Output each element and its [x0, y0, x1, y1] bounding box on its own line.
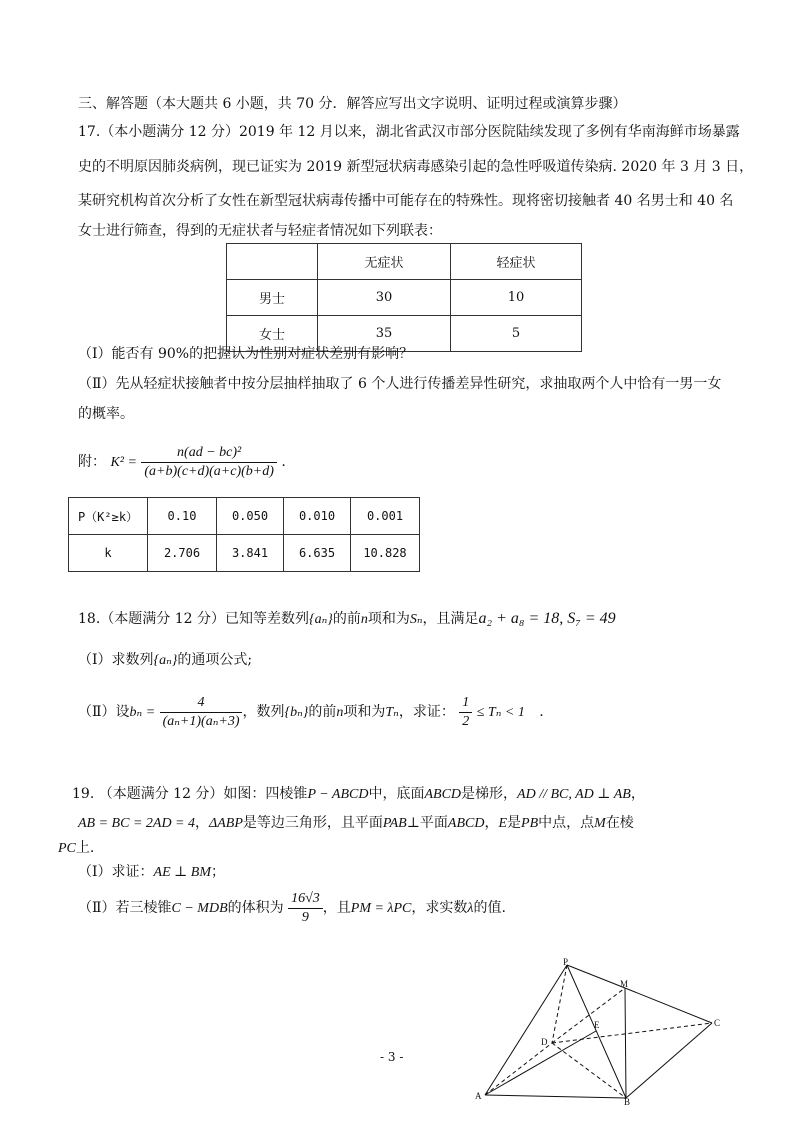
q19-text: 中，底面 — [368, 786, 425, 802]
q18-text: （Ⅰ）求数列 — [78, 652, 154, 668]
q18-text: 项和为 — [367, 611, 410, 627]
q19-math: AB = BC = 2AD = 4 — [78, 816, 195, 831]
q18-text: 项和为 — [343, 704, 386, 720]
table-cell: 5 — [451, 316, 582, 352]
q18-text: 18.（本题满分 12 分）已知等差数列 — [78, 611, 309, 627]
q18-sum: Sₙ — [409, 612, 423, 627]
label-A: A — [475, 1091, 482, 1101]
q19-text: 的体积为 — [227, 900, 284, 916]
edge-DB — [552, 1043, 626, 1098]
q19-text: 是梯形， — [461, 786, 518, 802]
table-cell: 30 — [318, 280, 451, 316]
q19-math: AE ⊥ BM — [153, 865, 212, 880]
q18-sequence: {aₙ} — [153, 653, 178, 668]
table-cell: 0.010 — [284, 498, 351, 535]
appendix-label: 附： — [78, 454, 106, 470]
q19-part1 — [78, 862, 225, 883]
table-cell: 2.706 — [148, 535, 217, 572]
table-cell: 女士 — [227, 316, 318, 352]
label-D: D — [541, 1037, 548, 1047]
q17-part1: （Ⅰ）能否有 90%的把握认为性别对症状差别有影响？ — [78, 346, 414, 362]
table-cell: 0.001 — [351, 498, 420, 535]
q19-math: E — [498, 816, 508, 831]
table-cell: 0.050 — [217, 498, 284, 535]
label-P: P — [563, 957, 569, 967]
q19-line1 — [72, 784, 645, 805]
q19-numerator: 16√3 — [288, 890, 323, 909]
q19-text: ， — [630, 786, 645, 802]
q18-half — [459, 694, 472, 731]
edge-BC — [626, 1023, 712, 1098]
table-cell: 0.10 — [148, 498, 217, 535]
q19-text: 的值. — [473, 900, 506, 916]
q17-line4: 女士进行筛查，得到的无症状者与轻症者情况如下列联表： — [78, 223, 442, 239]
q19-text: 上. — [75, 840, 95, 856]
q19-text: ，且 — [322, 900, 351, 916]
q19-text: （Ⅱ）若三棱锥 — [78, 900, 172, 916]
q18-bn: bₙ = — [129, 705, 156, 720]
table-cell: 10.828 — [351, 535, 420, 572]
q19-line2 — [78, 813, 634, 834]
q17-line2: 史的不明原因肺炎病例，现已证实为 2019 新型冠状病毒感染引起的急性呼吸道传染病. 2020 年 3 月 3 日， — [78, 159, 754, 175]
q18-text: . — [539, 704, 544, 720]
edge-AD — [485, 1043, 552, 1095]
q18-half-denominator: 2 — [462, 713, 470, 729]
pyramid-figure — [470, 955, 730, 1105]
q18-numerator: 4 — [160, 694, 243, 713]
q18-fraction — [160, 694, 243, 731]
edge-AB — [485, 1095, 626, 1098]
table-cell: k — [69, 535, 148, 572]
q19-math: PM = λPC — [350, 901, 412, 916]
table-row — [227, 244, 582, 280]
table-cell: 6.635 — [284, 535, 351, 572]
q18-text: ，且满足 — [422, 611, 479, 627]
q19-text: 在棱 — [605, 815, 634, 831]
q19-text: ⊥平面 — [406, 815, 448, 831]
table-row — [69, 535, 420, 572]
q19-part2 — [78, 886, 506, 931]
table-cell: P（K²≥k） — [69, 498, 148, 535]
q19-math: PAB — [382, 816, 407, 831]
q17-part2-line1: （Ⅱ）先从轻症状接触者中按分层抽样抽取了 6 个人进行传播差异性研究，求抽取两个人中恰有一男一女 — [78, 376, 722, 392]
critical-value-table — [68, 497, 420, 572]
q19-text: ，求实数 — [411, 900, 468, 916]
q18-text: （Ⅱ）设 — [78, 704, 130, 720]
q18-part1 — [78, 650, 252, 671]
q19-math: C − MDB — [171, 901, 228, 916]
table-header: 轻症状 — [451, 244, 582, 280]
formula-numerator: n(ad − bc)² — [141, 444, 277, 463]
q19-denominator: 9 — [301, 909, 309, 925]
q19-math: PB — [521, 816, 539, 831]
q19-math: λ — [467, 901, 474, 916]
q18-line1 — [78, 609, 616, 630]
q19-math: P − ABCD — [307, 787, 369, 802]
q18-sequence: {aₙ} — [308, 612, 333, 627]
q19-math: ABCD — [447, 816, 485, 831]
label-C: C — [714, 1018, 721, 1028]
q19-line3 — [58, 838, 94, 859]
edge-DC — [552, 1023, 712, 1043]
q17-part2-line2: 的概率。 — [78, 406, 134, 422]
q19-text: 19. （本题满分 12 分）如图：四棱锥 — [72, 786, 308, 802]
q19-text: ； — [211, 864, 226, 880]
q18-text: 的通项公式; — [177, 652, 253, 668]
q19-math: AD // BC, AD ⊥ AB — [517, 787, 631, 802]
formula-lhs: K² = — [110, 455, 137, 470]
q18-n: n — [360, 612, 368, 627]
q17-line3: 某研究机构首次分析了女性在新型冠状病毒传播中可能存在的特殊性。现将密切接触者 40 名男士和 40 名 — [78, 193, 734, 209]
label-B: B — [624, 1097, 631, 1105]
q19-text: ， — [195, 815, 209, 831]
q19-math: M — [594, 816, 606, 831]
q18-text: ，数列 — [242, 704, 285, 720]
section-header: 三、解答题（本大题共 6 小题，共 70 分．解答应写出文字说明、证明过程或演算步骤） — [78, 96, 627, 112]
q18-text: 的前 — [308, 704, 337, 720]
q18-tn: Tₙ — [385, 705, 399, 720]
q19-text: 是等边三角形，且平面 — [242, 815, 383, 831]
q18-inequality: ≤ Tₙ < 1 — [476, 705, 525, 720]
q18-condition: a₂ + a₈ = 18, S₇ = 49 — [478, 610, 616, 627]
formula-end: . — [281, 454, 286, 470]
q19-text: （Ⅰ）求证： — [78, 864, 154, 880]
q19-text: ， — [484, 815, 499, 831]
table-header: 无症状 — [318, 244, 451, 280]
table-cell: 男士 — [227, 280, 318, 316]
table-row — [69, 498, 420, 535]
q18-text: ，求证： — [398, 704, 455, 720]
q19-math: ΔABP — [209, 816, 243, 831]
label-M: M — [620, 979, 629, 989]
table-cell: 35 — [318, 316, 451, 352]
q19-text: 中点，点 — [538, 815, 595, 831]
q18-denominator: (aₙ+1)(aₙ+3) — [162, 713, 240, 729]
formula-fraction — [141, 444, 277, 481]
table-cell — [227, 244, 318, 280]
q18-part2 — [78, 690, 544, 735]
q18-n: n — [336, 705, 344, 720]
q18-text: 的前 — [332, 611, 361, 627]
table-cell: 10 — [451, 280, 582, 316]
q19-volume-fraction — [288, 890, 323, 927]
q17-line1: 17.（本小题满分 12 分）2019 年 12 月以来，湖北省武汉市部分医院陆续发现了多例有华南海鲜市场暴露 — [78, 124, 740, 140]
label-E: E — [594, 1020, 600, 1030]
edge-MB — [625, 988, 626, 1098]
q18-sequence: {bₙ} — [284, 705, 309, 720]
edge-MC — [625, 988, 712, 1023]
table-row — [227, 280, 582, 316]
table-cell: 3.841 — [217, 535, 284, 572]
contingency-table — [226, 243, 582, 352]
q19-math: PC — [58, 841, 76, 856]
q19-text: 是 — [507, 815, 522, 831]
page-number: - 3 - — [380, 1050, 404, 1064]
q17-formula — [78, 440, 286, 485]
q19-math: ABCD — [424, 787, 462, 802]
q18-half-numerator: 1 — [459, 694, 472, 713]
formula-denominator: (a+b)(c+d)(a+c)(b+d) — [144, 463, 274, 479]
